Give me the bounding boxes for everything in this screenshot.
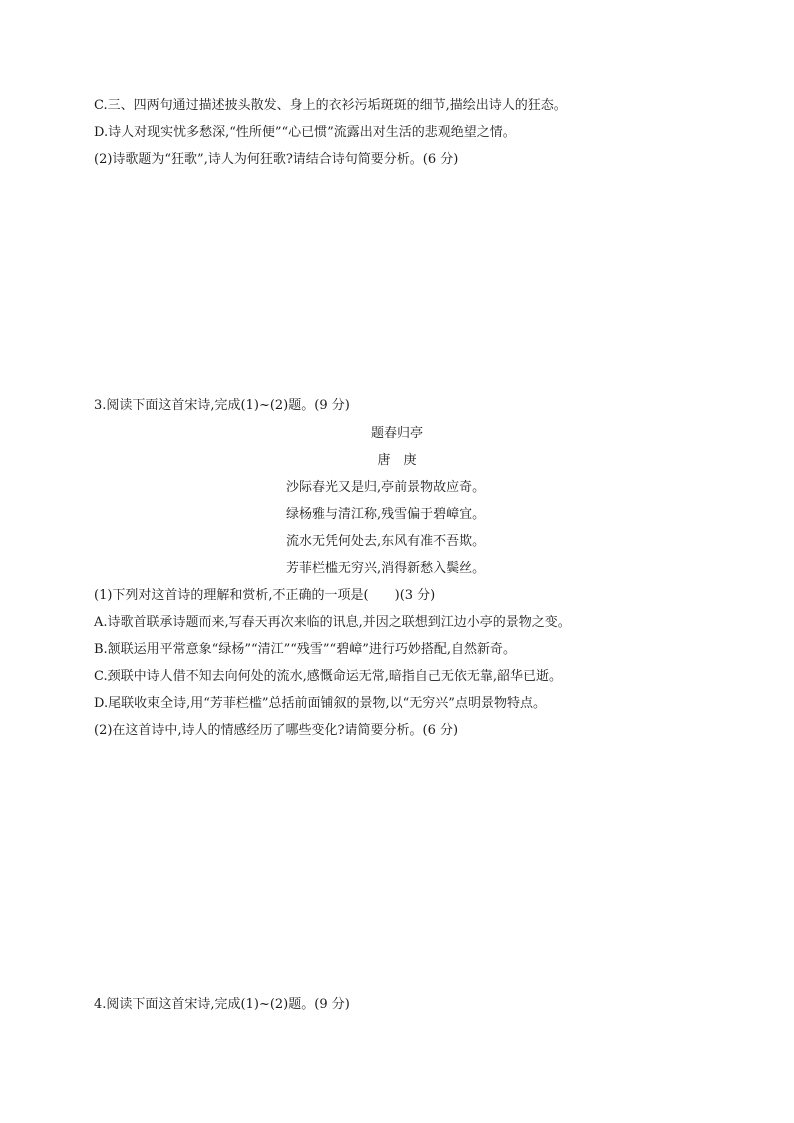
option-a: A.诗歌首联承诗题而来,写春天再次来临的讯息,并因之联想到江边小亭的景物之变。 [94, 615, 571, 630]
poem-line: 流水无凭何处去,东风有准不吾欺。 [286, 534, 486, 549]
question-3-heading: 3.阅读下面这首宋诗,完成(1)~(2)题。(9 分) [94, 398, 350, 413]
question-3-sub-1: (1)下列对这首诗的理解和赏析,不正确的一项是( )(3 分) [94, 588, 436, 603]
poem-line: 绿杨雅与清江称,残雪偏于碧嶂宜。 [286, 507, 486, 522]
option-b: B.颔联运用平常意象“绿杨”“清江”“残雪”“碧嶂”进行巧妙搭配,自然新奇。 [94, 642, 516, 657]
poem-line: 芳菲栏槛无穷兴,消得新愁入鬓丝。 [286, 561, 486, 576]
poem-author: 唐 庚 [377, 453, 417, 468]
question-2-sub-2: (2)诗歌题为“狂歌”,诗人为何狂歌?请结合诗句简要分析。(6 分) [94, 152, 459, 167]
option-c: C.颈联中诗人借不知去向何处的流水,感慨命运无常,暗指自己无依无靠,韶华已逝。 [94, 669, 563, 684]
poem-line: 沙际春光又是归,亭前景物故应奇。 [286, 480, 486, 495]
option-d: D.诗人对现实忧多愁深,“性所便”“心已惯”流露出对生活的悲观绝望之情。 [94, 125, 516, 140]
option-d: D.尾联收束全诗,用“芳菲栏槛”总括前面铺叙的景物,以“无穷兴”点明景物特点。 [94, 696, 546, 711]
question-4-heading: 4.阅读下面这首宋诗,完成(1)~(2)题。(9 分) [94, 997, 350, 1012]
option-c: C.三、四两句通过描述披头散发、身上的衣衫污垢斑斑的细节,描绘出诗人的狂态。 [94, 98, 567, 113]
question-3-sub-2: (2)在这首诗中,诗人的情感经历了哪些变化?请简要分析。(6 分) [94, 723, 459, 738]
poem-title: 题春归亭 [370, 426, 423, 441]
